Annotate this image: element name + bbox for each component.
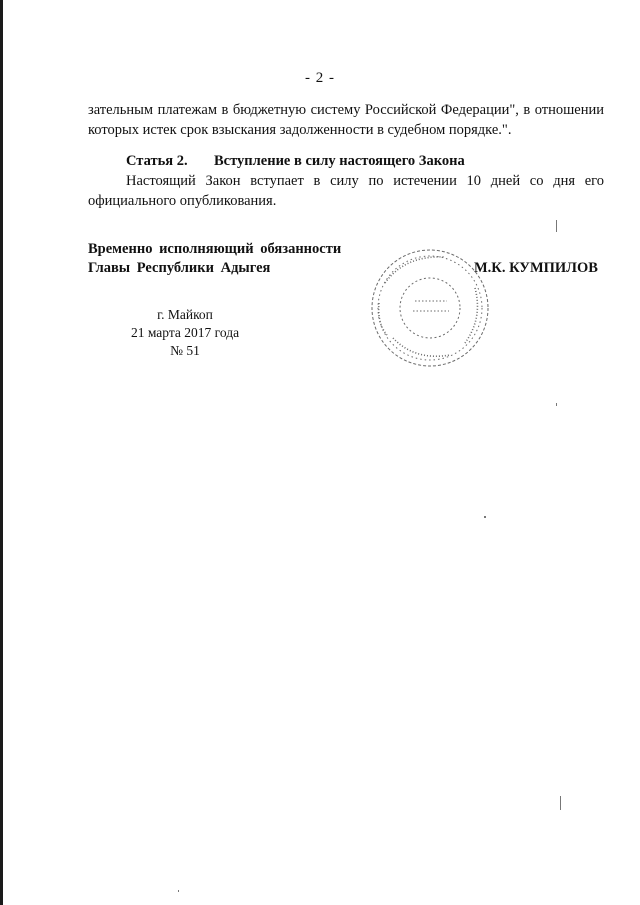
signer-name: М.К. КУМПИЛОВ [474, 260, 598, 276]
scan-speck [556, 220, 557, 232]
scan-speck [178, 890, 179, 892]
page-number: - 2 - [305, 70, 335, 86]
article-number: Статья 2. [126, 153, 188, 169]
scan-speck [560, 796, 561, 810]
scan-speck [484, 516, 486, 518]
city: г. Майкоп [157, 307, 213, 322]
signing-date: 21 марта 2017 года [130, 325, 240, 340]
scan-speck [556, 403, 557, 406]
signer-position-line-2: Главы Республики Адыгея [88, 260, 271, 276]
article-text: Настоящий Закон вступает в силу по истечении 10 дней со дня его официального опубликования. [88, 173, 604, 209]
law-number: № 51 [170, 343, 200, 358]
paragraph-continuation: зательным платежам в бюджетную систему Российской Федерации", в отношении которых истек срок взыскания задолженности в судебном порядке.". [88, 102, 604, 138]
scan-edge [0, 0, 3, 905]
official-seal-stamp [365, 243, 495, 373]
signer-position-line-1: Временно исполняющий обязанности [88, 241, 342, 257]
place-date-block [120, 306, 250, 360]
article-title: Вступление в силу настоящего Закона [214, 153, 465, 169]
article-heading [126, 151, 465, 171]
signer-position [88, 240, 341, 278]
